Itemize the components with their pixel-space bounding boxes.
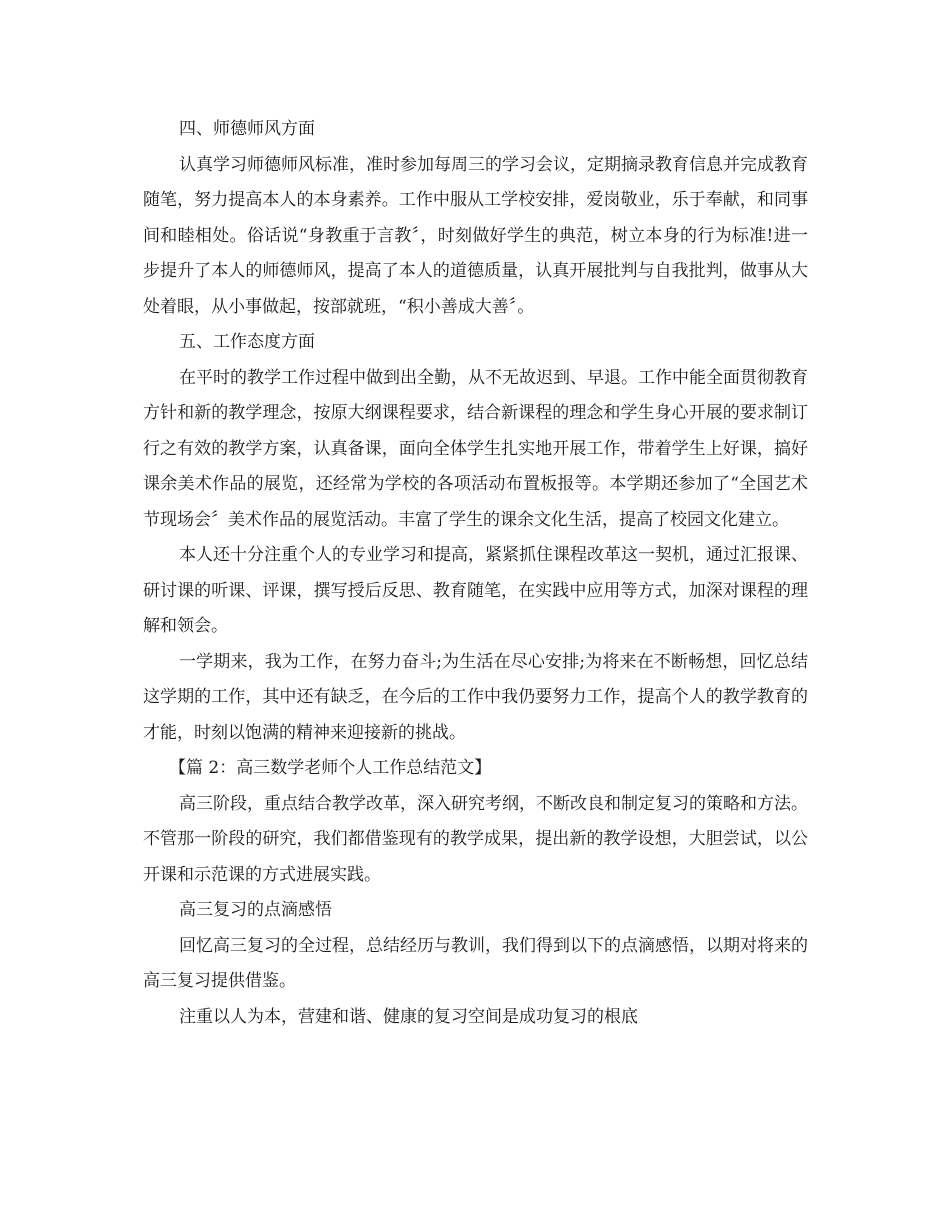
paragraph-teacher-ethics: 认真学习师德师风标准，准时参加每周三的学习会议，定期摘录教育信息并完成教育随笔，努力提高本人的本身素养。工作中服从工学校安排，爱岗敬业，乐于奉献，和同事间和睦相处。俗话说“身教重于言教〞，时刻做好学生的典范，树立本身的行为标准!进一步提升了本人的师德师风，提高了本人的道德质量，认真开展批判与自我批判，做事从大处着眼，从小事做起，按部就班，“积小善成大善〞。 <box>143 154 808 317</box>
paragraph-semester-summary: 一学期来，我为工作，在努力奋斗;为生活在尽心安排;为将来在不断畅想，回忆总结这学期的工作，其中还有缺乏，在今后的工作中我仍要努力工作，提高个人的教学教育的才能，时刻以饱满的精神来迎接新的挑战。 <box>143 651 808 743</box>
document-body <box>143 112 808 1035</box>
section-heading-review-insights: 高三复习的点滴感悟 <box>179 900 332 920</box>
paragraph-professional-study: 本人还十分注重个人的专业学习和提高，紧紧抓住课程改革这一契机，通过汇报课、研讨课的听课、评课，撰写授后反思、教育随笔，在实践中应用等方式，加深对课程的理解和领会。 <box>143 545 808 636</box>
paragraph-senior-three-stage: 高三阶段，重点结合教学改革，深入研究考纲，不断改良和制定复习的策略和方法。不管那一阶段的研究，我们都借鉴现有的教学成果，提出新的教学设想，大胆尝试，以公开课和示范课的方式进展实践。 <box>143 793 808 885</box>
section-heading-teacher-ethics: 四、师德师风方面 <box>179 119 315 139</box>
paragraph-work-attitude: 在平时的教学工作过程中做到出全勤，从不无故迟到、早退。工作中能全面贯彻教育方针和新的教学理念，按原大纲课程要求，结合新课程的理念和学生身心开展的要求制订行之有效的教学方案，认真备课，面向全体学生扎实地开展工作，带着学生上好课，搞好课余美术作品的展览，还经常为学校的各项活动布置板报等。本学期还参加了“全国艺术节现场会〞美术作品的展览活动。丰富了学生的课余文化生活，提高了校园文化建立。 <box>143 367 808 530</box>
section-heading-work-attitude: 五、工作态度方面 <box>179 332 315 352</box>
article-2-title: 【篇 2：高三数学老师个人工作总结范文】 <box>169 758 492 778</box>
paragraph-review-recollection: 回忆高三复习的全过程，总结经历与教训，我们得到以下的点滴感悟，以期对将来的高三复习提供借鉴。 <box>143 935 808 991</box>
paragraph-people-oriented: 注重以人为本，营建和谐、健康的复习空间是成功复习的根底 <box>179 1006 638 1027</box>
